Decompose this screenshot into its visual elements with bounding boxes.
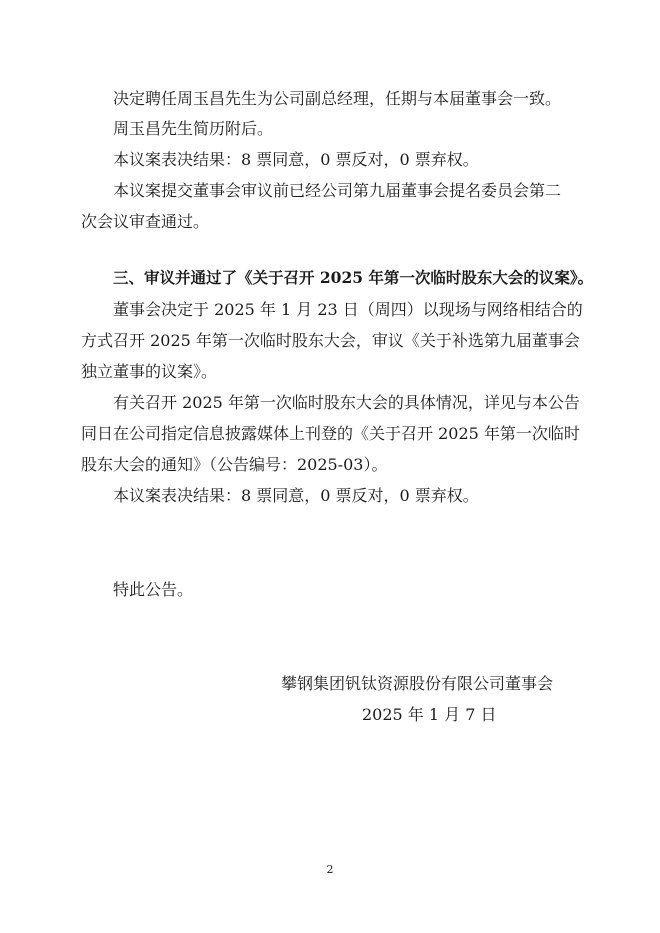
paragraph-line: 董事会决定于 2025 年 1 月 23 日（周四）以现场与网络相结合的 bbox=[113, 300, 583, 319]
paragraph-line: 独立董事的议案》。 bbox=[81, 362, 218, 381]
paragraph-line: 方式召开 2025 年第一次临时股东大会，审议《关于补选第九届董事会 bbox=[81, 331, 580, 350]
signature-company: 攀钢集团钒钛资源股份有限公司董事会 bbox=[281, 674, 554, 693]
page-number: 2 bbox=[326, 863, 334, 876]
paragraph-line: 本议案表决结果：8 票同意，0 票反对，0 票弃权。 bbox=[113, 150, 479, 169]
paragraph-line: 次会议审查通过。 bbox=[81, 212, 210, 231]
section-heading: 三、审议并通过了《关于召开 2025 年第一次临时股东大会的议案》。 bbox=[113, 268, 594, 287]
paragraph-line: 决定聘任周玉昌先生为公司副总经理，任期与本届董事会一致。 bbox=[113, 89, 562, 108]
paragraph-line: 本议案表决结果：8 票同意，0 票反对，0 票弃权。 bbox=[113, 486, 479, 505]
paragraph-line: 有关召开 2025 年第一次临时股东大会的具体情况，详见与本公告 bbox=[113, 393, 580, 412]
paragraph-line: 同日在公司指定信息披露媒体上刊登的《关于召开 2025 年第一次临时 bbox=[81, 424, 580, 443]
paragraph-line: 周玉昌先生简历附后。 bbox=[113, 119, 274, 138]
paragraph-line: 股东大会的通知》（公告编号：2025-03）。 bbox=[81, 455, 388, 474]
closing-text: 特此公告。 bbox=[113, 580, 194, 599]
paragraph-line: 本议案提交董事会审议前已经公司第九届董事会提名委员会第二 bbox=[113, 181, 562, 200]
signature-date: 2025 年 1 月 7 日 bbox=[362, 705, 497, 724]
